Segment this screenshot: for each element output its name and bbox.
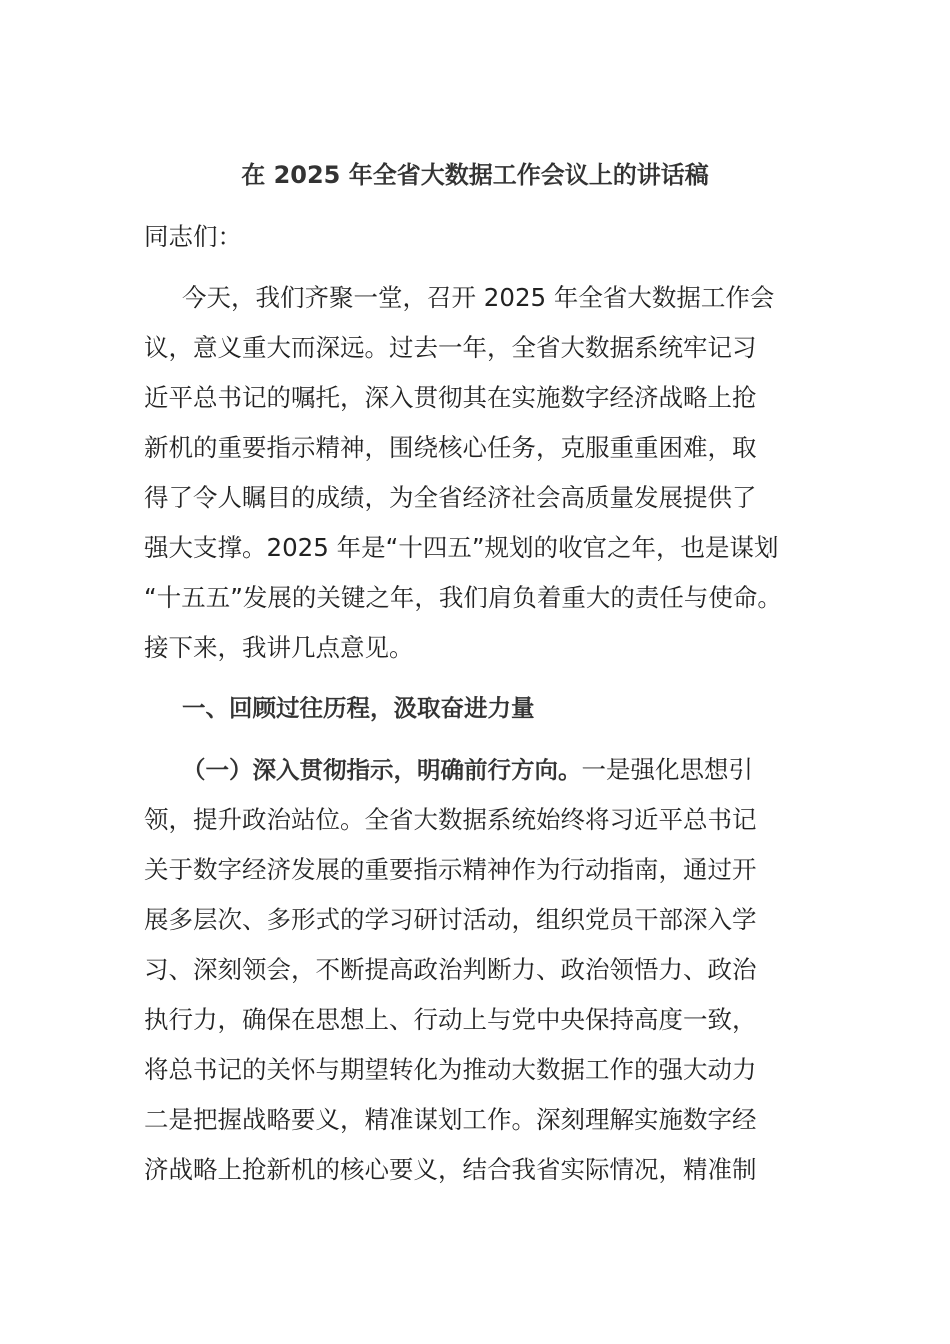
paragraph-line: 接下来，我讲几点意见。	[144, 633, 414, 662]
paragraph-line: 议，意义重大而深远。过去一年，全省大数据系统牢记习	[144, 333, 757, 362]
paragraph-line: 新机的重要指示精神，围绕核心任务，克服重重困难，取	[144, 433, 757, 462]
subsection-first-line	[182, 753, 824, 787]
paragraph-line: 今天，我们齐聚一堂，召开 2025 年全省大数据工作会	[182, 283, 775, 312]
paragraph-line: 济战略上抢新机的核心要义，结合我省实际情况，精准制	[144, 1155, 757, 1184]
salutation: 同志们：	[144, 222, 242, 251]
paragraph-line: “十五五”发展的关键之年，我们肩负着重大的责任与使命。	[144, 583, 782, 612]
paragraph-line: 二是把握战略要义，精准谋划工作。深刻理解实施数字经	[144, 1105, 757, 1134]
paragraph-line: 展多层次、多形式的学习研讨活动，组织党员干部深入学	[144, 905, 757, 934]
paragraph-line: 强大支撑。2025 年是“十四五”规划的收官之年，也是谋划	[144, 533, 779, 562]
paragraph-line: 习、深刻领会，不断提高政治判断力、政治领悟力、政治	[144, 955, 757, 984]
document-title: 在 2025 年全省大数据工作会议上的讲话稿	[241, 161, 709, 189]
paragraph-line: 得了令人瞩目的成绩，为全省经济社会高质量发展提供了	[144, 483, 757, 512]
subsection-heading: （一）深入贯彻指示，明确前行方向。	[182, 756, 582, 784]
subsection-first-line-text: 一是强化思想引	[581, 755, 753, 784]
paragraph-line: 执行力，确保在思想上、行动上与党中央保持高度一致，	[144, 1005, 757, 1034]
paragraph-line: 将总书记的关怀与期望转化为推动大数据工作的强大动力	[144, 1055, 757, 1084]
section-heading: 一、回顾过往历程，汲取奋进力量	[182, 694, 535, 722]
paragraph-line: 关于数字经济发展的重要指示精神作为行动指南，通过开	[144, 855, 757, 884]
paragraph-line: 近平总书记的嘱托，深入贯彻其在实施数字经济战略上抢	[144, 383, 757, 412]
paragraph-line: 领，提升政治站位。全省大数据系统始终将习近平总书记	[144, 805, 757, 834]
